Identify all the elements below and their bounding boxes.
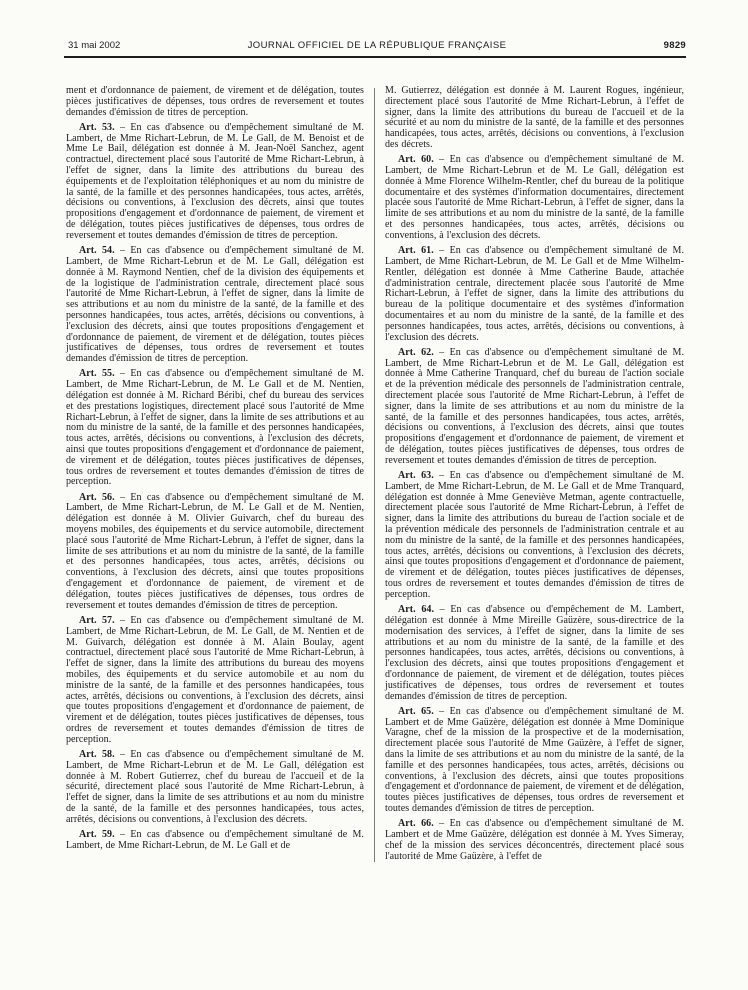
article-text: – En cas d'absence ou d'empêchement simultané de M. Lambert, de Mme Richart-Lebrun, de M. Le Gall et de Mme Tranquard, délégation est donnée à Mme Geneviève Metman, agente contractuelle, directement placée sous l'autorité de Mme Richart-Lebrun, à l'effet de signer, dans la limite des attributions du bureau de l'action sociale et de la prévention médicale des personnels de l'administration centrale et au nom du ministre de la santé, de la famille et des personnes handicapées, tous actes, arrêtés, décisions ou conventions, à l'exclusion des décrets, ainsi que toutes propositions d'engagement et d'ordonnance de paiement, de virement et de délégation, toutes pièces justificatives de dépenses, tous ordres de reversement et toutes demandes d'émission de titres de perception. [385, 470, 684, 600]
article-text: – En cas d'absence ou d'empêchement simultané de M. Lambert, de Mme Richart-Lebrun et de M. Le Gall, délégation est donnée à M. Robert Gutierrez, chef du bureau de l'accueil et de la sécurité, directement placé sous l'autorité de Mme Richart-Lebrun, à l'effet de signer, dans la limite de ses attributions et au nom du ministre de la santé, de la famille et des personnes handicapées, tous actes, arrêtés, décisions ou conventions, à l'exclusion des décrets. [66, 749, 364, 825]
article-text: – En cas d'absence ou d'empêchement simultané de M. Lambert, de Mme Richart-Lebrun, de M. Le Gall, de M. Benoist et de Mme Le Bail, délégation est donnée à M. Jean-Noël Sanchez, agent contractuel, directement placé sous l'autorité de Mme Richart-Lebrun, à l'effet de signer, dans la limite des attributions du bureau des équipements et de l'exploitation téléphoniques et au nom du ministre de la santé, de la famille et des personnes handicapées, tous actes, arrêtés, décisions ou conventions, à l'exclusion des décrets, ainsi que toutes propositions d'engagement et d'ordonnance de paiement, de virement et de délégation, toutes pièces justificatives de dépenses, tous ordres de reversement et toutes demandes d'émission de titres de perception. [66, 121, 364, 241]
continuation-paragraph [66, 86, 364, 118]
article-number: Art. 57. [79, 614, 115, 626]
article-number: Art. 53. [79, 121, 115, 133]
column-divider [374, 88, 375, 862]
article-text: – En cas d'absence ou d'empêchement simultané de M. Lambert, de Mme Richart-Lebrun, de M. Le Gall et de M. Nentien, délégation est donnée à M. Olivier Guivarch, chef du bureau des moyens mobiles, des équipements et du service automobile, directement placé sous l'autorité de Mme Richart-Lebrun, à l'effet de signer, dans la limite de ses attributions et au nom du ministre de la santé, de la famille et des personnes handicapées, tous actes, arrêtés, décisions ou conventions, à l'exclusion des décrets, ainsi que toutes propositions d'engagement et d'ordonnance de paiement, de virement et de délégation, toutes pièces justificatives de dépenses, tous ordres de reversement et toutes demandes d'émission de titres de perception. [66, 491, 364, 611]
article-paragraph-62 [385, 348, 684, 467]
article-text: ment et d'ordonnance de paiement, de virement et de délégation, toutes pièces justificatives de dépenses, tous ordres de reversement et toutes demandes d'émission de titres de perception. [66, 85, 364, 118]
article-number: Art. 55. [79, 368, 115, 380]
left-column [66, 86, 364, 862]
article-text: – En cas d'absence ou d'empêchement simultané de M. Lambert, de Mme Richart-Lebrun, de M. Le Gall, de M. Nentien et de M. Guivarch, délégation est donnée à M. Alain Boulay, agent contractuel, directement placé sous l'autorité de Mme Richart-Lebrun, à l'effet de signer, dans la limite des attributions du bureau des moyens mobiles, des équipements et du service automobile et au nom du ministre de la santé, de la famille et des personnes handicapées, tous actes, arrêtés, décisions ou conventions, à l'exclusion des décrets, ainsi que toutes propositions d'engagement et d'ordonnance de paiement, de virement et de délégation, toutes pièces justificatives de dépenses, tous ordres de reversement et toutes demandes d'émission de titres de perception. [66, 614, 364, 745]
article-paragraph-59 [66, 830, 364, 852]
article-paragraph-65 [385, 707, 684, 815]
article-number: Art. 62. [398, 346, 434, 358]
article-paragraph-63 [385, 471, 684, 601]
article-text: – En cas d'absence ou d'empêchement simultané de M. Lambert, de Mme Richart-Lebrun, de M. Le Gall et de M. Nentien, délégation est donnée à M. Richard Béribi, chef du bureau des services et des prestations logistiques, directement placé sous l'autorité de Mme Richart-Lebrun, à l'effet de signer, dans la limite de ses attributions et au nom du ministre de la santé, de la famille et des personnes handicapées, tous actes, arrêtés, décisions ou conventions, à l'exclusion des décrets, ainsi que toutes propositions d'engagement et d'ordonnance de paiement, de virement et de délégation, toutes pièces justificatives de dépenses, tous ordres de reversement et toutes demandes d'émission de titres de perception. [66, 368, 364, 488]
page-header [68, 40, 686, 54]
article-paragraph-58 [66, 750, 364, 826]
article-paragraph-64 [385, 605, 684, 702]
article-number: Art. 58. [79, 749, 115, 761]
article-number: Art. 65. [398, 705, 434, 717]
article-paragraph-61 [385, 246, 684, 343]
article-text: – En cas d'absence ou d'empêchement simultané de M. Lambert et de Mme Gaüzère, délégation est donnée à M. Yves Simeray, chef de la mission des services déconcentrés, directement placé sous l'autorité de Mme Gaüzère, à l'effet de [385, 818, 684, 862]
article-number: Art. 63. [398, 470, 434, 482]
article-number: Art. 56. [79, 491, 115, 503]
header-rule [64, 56, 686, 58]
article-paragraph-54 [66, 246, 364, 365]
right-column [385, 86, 684, 862]
article-text: M. Gutierrez, délégation est donnée à M. Laurent Rogues, ingénieur, directement placé sous l'autorité de Mme Richart-Lebrun, à l'effet de signer, dans la limite des attributions du bureau de l'accueil et de la sécurité et au nom du ministre de la santé, de la famille et des personnes handicapées, tous actes, arrêtés, décisions ou conventions, à l'exclusion des décrets. [385, 85, 684, 150]
article-number: Art. 60. [398, 154, 434, 166]
page-number: 9829 [663, 40, 686, 51]
article-text: – En cas d'absence ou d'empêchement simultané de M. Lambert et de Mme Gaüzère, délégation est donnée à Mme Dominique Varagne, chef de la mission de la prospective et de la modernisation, directement placée sous l'autorité de Mme Gaüzère, à l'effet de signer, dans la limite de ses attributions et au nom du ministre de la santé, de la famille et des personnes handicapées, tous actes, arrêtés, décisions ou conventions, à l'exclusion des décrets, ainsi que toutes propositions d'engagement et d'ordonnance de paiement, de virement et de délégation, toutes pièces justificatives de dépenses, tous ordres de reversement et toutes demandes d'émission de titres de perception. [385, 705, 684, 814]
article-paragraph-53 [66, 123, 364, 242]
article-text: – En cas d'absence ou d'empêchement simultané de M. Lambert, de Mme Richart-Lebrun et de M. Le Gall, délégation est donnée à Mme Catherine Tranquard, chef du bureau de l'action sociale et de la prévention médicale des personnels de l'administration centrale, directement placée sous l'autorité de Mme Richart-Lebrun, à l'effet de signer, dans la limite de ses attributions et au nom du ministre de la santé, de la famille et des personnes handicapées, tous actes, arrêtés, décisions ou conventions, à l'exclusion des décrets, ainsi que toutes propositions d'engagement et d'ordonnance de paiement, de virement et de délégation, toutes pièces justificatives de dépenses, tous ordres de reversement et toutes demandes d'émission de titres de perception. [385, 346, 684, 466]
article-paragraph-55 [66, 369, 364, 488]
article-paragraph-60 [385, 155, 684, 241]
article-number: Art. 66. [398, 818, 434, 830]
article-number: Art. 64. [398, 604, 435, 616]
article-number: Art. 61. [398, 245, 434, 257]
article-text: – En cas d'absence ou d'empêchement simultané de M. Lambert, de Mme Richart-Lebrun, de M. Le Gall et de [66, 829, 364, 851]
article-paragraph-56 [66, 493, 364, 612]
journal-date: 31 mai 2002 [68, 40, 121, 51]
page-content [66, 86, 684, 862]
article-paragraph-66 [385, 819, 684, 862]
article-number: Art. 54. [79, 245, 115, 257]
continuation-paragraph [385, 86, 684, 151]
article-text: – En cas d'absence ou d'empêchement simultané de M. Lambert, de Mme Richart-Lebrun et de M. Le Gall, délégation est donnée à Mme Florence Wilhelm-Rentler, chef du bureau de la politique documentaire et des systèmes d'information documentaires, directement placée sous l'autorité de Mme Richart-Lebrun, à l'effet de signer, dans la limite de ses attributions et au nom du ministre de la santé, de la famille et des personnes handicapées, tous actes, arrêtés, décisions ou conventions, à l'exclusion des décrets. [385, 154, 684, 241]
article-paragraph-57 [66, 616, 364, 746]
article-number: Art. 59. [79, 829, 115, 841]
article-text: – En cas d'absence ou d'empêchement simultané de M. Lambert, de Mme Richart-Lebrun, de M. Le Gall et de Mme Wilhelm-Rentler, délégation est donnée à Mme Catherine Baude, attachée d'administration centrale, directement placée sous l'autorité de Mme Richart-Lebrun, à l'effet de signer, dans la limite des attributions du bureau de la politique documentaire et des systèmes d'information documentaires et au nom du ministre de la santé, de la famille et des personnes handicapées, tous actes, arrêtés, décisions ou conventions, à l'exclusion des décrets. [385, 245, 684, 343]
article-text: – En cas d'absence ou d'empêchement de M. Lambert, délégation est donnée à Mme Mireille Gaüzère, sous-directrice de la modernisation des services, à l'effet de signer, dans la limite de ses attributions et au nom du ministre de la santé, de la famille et des personnes handicapées, tous actes, arrêtés, décisions ou conventions, à l'exclusion des décrets, ainsi que toutes propositions d'engagement et d'ordonnance de paiement, de virement et de délégation, toutes pièces justificatives de dépenses, tous ordres de reversement et toutes demandes d'émission de titres de perception. [385, 604, 684, 702]
article-text: – En cas d'absence ou d'empêchement simultané de M. Lambert, de Mme Richart-Lebrun et de M. Le Gall, délégation est donnée à M. Raymond Nentien, chef de la division des équipements et de la logistique de l'administration centrale, directement placé sous l'autorité de Mme Richart-Lebrun, à l'effet de signer, dans la limite de ses attributions et au nom du ministre de la santé, de la famille et des personnes handicapées, tous actes, arrêtés, décisions ou conventions, à l'exclusion des décrets, ainsi que toutes propositions d'engagement et d'ordonnance de paiement, de virement et de délégation, toutes pièces justificatives de dépenses, tous ordres de reversement et toutes demandes d'émission de titres de perception. [66, 245, 364, 365]
journal-title: JOURNAL OFFICIEL DE LA RÉPUBLIQUE FRANÇAISE [247, 40, 507, 51]
